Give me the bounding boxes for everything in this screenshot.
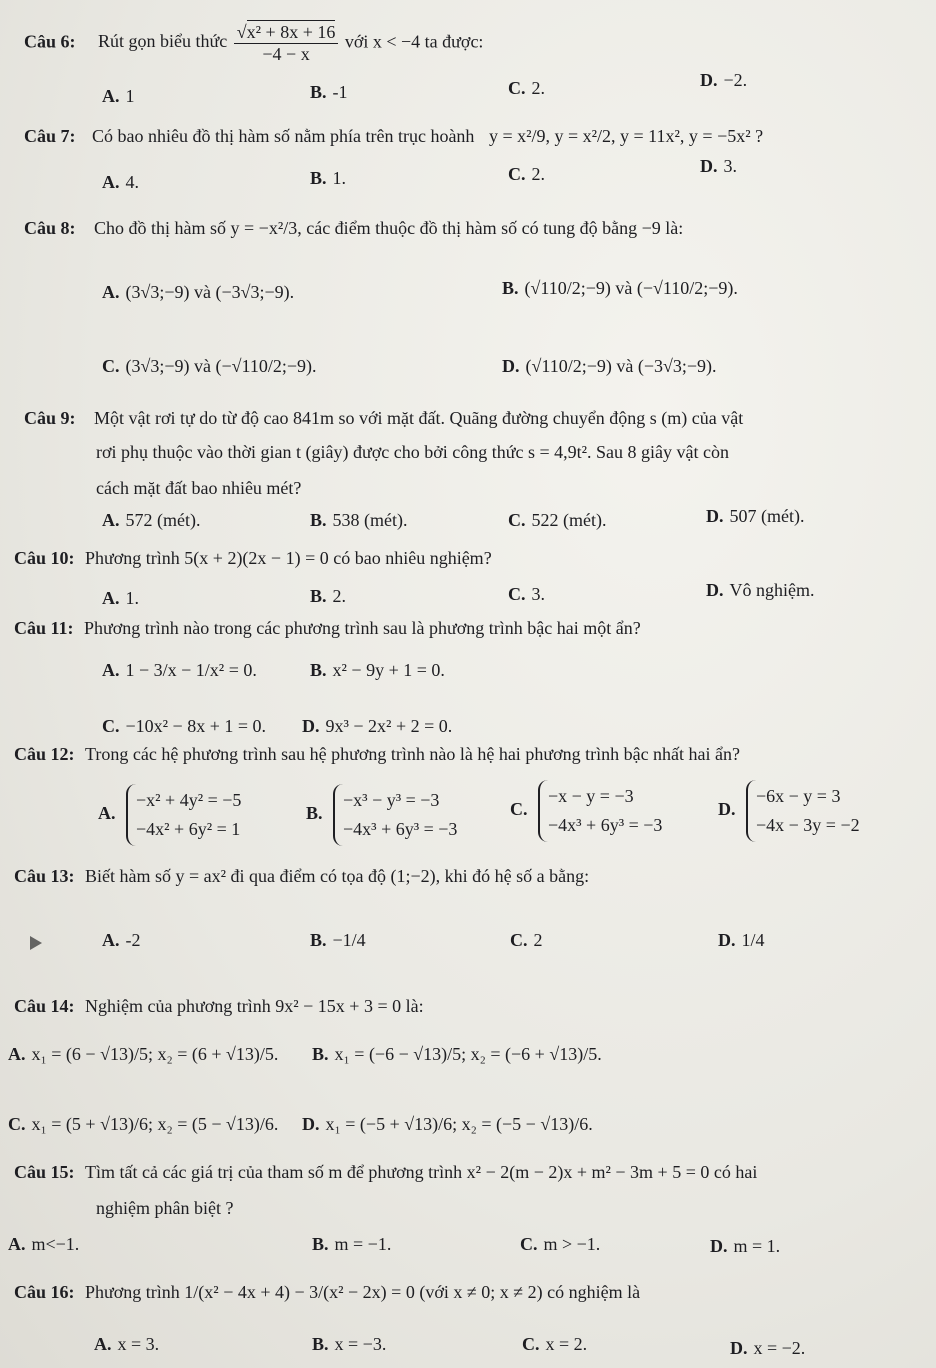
- q12-d-row1: −6x − y = 3: [756, 786, 841, 806]
- question-14: [14, 996, 424, 1017]
- q14-number: Câu 14:: [14, 996, 75, 1016]
- q10-number: Câu 10:: [14, 548, 75, 568]
- q12-b-row1: −x³ − y³ = −3: [343, 790, 440, 810]
- q8-number: Câu 8:: [24, 218, 76, 238]
- q14-option-c[interactable]: C. x₁ = (5 + √13)/6; x₂ = (5 − √13)/6.: [8, 1114, 279, 1134]
- q10-option-d[interactable]: D. Vô nghiệm.: [706, 580, 815, 600]
- question-13: [14, 866, 589, 887]
- q16-number: Câu 16:: [14, 1282, 75, 1302]
- question-12: [14, 744, 740, 765]
- q13-option-b[interactable]: B. −1/4: [310, 930, 366, 950]
- q12-a-row1: −x² + 4y² = −5: [136, 790, 242, 810]
- q15-option-d[interactable]: D. m = 1.: [710, 1236, 781, 1256]
- q14-text: Nghiệm của phương trình 9x² − 15x + 3 = 0 là:: [85, 996, 424, 1016]
- q15-number: Câu 15:: [14, 1162, 75, 1182]
- q9-line1: Một vật rơi tự do từ độ cao 841m so với mặt đất. Quãng đường chuyển động s (m) của vật: [94, 408, 744, 428]
- q12-c-row1: −x − y = −3: [548, 786, 634, 806]
- q10-option-a[interactable]: A. 1.: [102, 588, 139, 608]
- q16-option-a[interactable]: A. x = 3.: [94, 1334, 160, 1354]
- q8-option-b[interactable]: B. (√110/2;−9) và (−√110/2;−9).: [502, 278, 738, 298]
- q9-option-d[interactable]: D. 507 (mét).: [706, 506, 805, 526]
- q9-line2: rơi phụ thuộc vào thời gian t (giây) được cho bởi công thức s = 4,9t². Sau 8 giây vật còn: [96, 442, 730, 462]
- q12-b-row2: −4x³ + 6y³ = −3: [343, 818, 458, 839]
- question-7: [24, 126, 763, 147]
- q7-option-c[interactable]: C. 2.: [508, 164, 545, 184]
- q15-line1: Tìm tất cả các giá trị của tham số m để phương trình x² − 2(m − 2)x + m² − 3m + 5 = 0 có hai: [85, 1162, 758, 1182]
- q6-option-c[interactable]: C. 2.: [508, 78, 545, 98]
- q8-option-c[interactable]: C. (3√3;−9) và (−√110/2;−9).: [102, 356, 317, 376]
- q15-line2: nghiệm phân biệt ?: [96, 1198, 234, 1218]
- q9-option-c[interactable]: C. 522 (mét).: [508, 510, 607, 530]
- q14-option-a[interactable]: A. x₁ = (6 − √13)/5; x₂ = (6 + √13)/5.: [8, 1044, 279, 1064]
- q9-option-b[interactable]: B. 538 (mét).: [310, 510, 408, 530]
- question-10: [14, 548, 492, 569]
- q12-c-row2: −4x³ + 6y³ = −3: [548, 814, 663, 835]
- q14-option-d[interactable]: D. x₁ = (−5 + √13)/6; x₂ = (−5 − √13)/6.: [302, 1114, 593, 1134]
- q13-text: Biết hàm số y = ax² đi qua điểm có tọa độ (1;−2), khi đó hệ số a bằng:: [85, 866, 590, 886]
- q8-option-a[interactable]: A. (3√3;−9) và (−3√3;−9).: [102, 282, 295, 302]
- q13-option-c[interactable]: C. 2: [510, 930, 543, 950]
- q6-option-b[interactable]: B. -1: [310, 82, 348, 102]
- q9-option-a[interactable]: A. 572 (mét).: [102, 510, 201, 530]
- q14-option-b[interactable]: B. x₁ = (−6 − √13)/5; x₂ = (−6 + √13)/5.: [312, 1044, 602, 1064]
- q12-d-row2: −4x − 3y = −2: [756, 814, 860, 835]
- question-6: [24, 22, 483, 64]
- q13-option-a[interactable]: A. -2: [102, 930, 141, 950]
- q6-frac-den: −4 − x: [262, 43, 310, 64]
- q12-number: Câu 12:: [14, 744, 75, 764]
- q7-option-b[interactable]: B. 1.: [310, 168, 347, 188]
- q10-option-b[interactable]: B. 2.: [310, 586, 347, 606]
- q15-option-a[interactable]: A. m<−1.: [8, 1234, 80, 1254]
- q15-option-b[interactable]: B. m = −1.: [312, 1234, 392, 1254]
- q6-text: Rút gọn biểu thức: [98, 31, 228, 52]
- q13-option-d[interactable]: D. 1/4: [718, 930, 765, 950]
- q12-text: Trong các hệ phương trình sau hệ phương trình nào là hệ hai phương trình bậc nhất hai ẩn?: [85, 744, 741, 764]
- q6-fraction: $\frac{\text{√x² + 8x + 16}}{-4 - x}$: [234, 22, 339, 64]
- question-11: [14, 618, 641, 639]
- q7-option-a[interactable]: A. 4.: [102, 172, 139, 192]
- q11-option-a[interactable]: A. 1 − 3/x − 1/x² = 0.: [102, 660, 257, 680]
- q12-a-row2: −4x² + 6y² = 1: [136, 818, 241, 839]
- q7-option-d[interactable]: D. 3.: [700, 156, 737, 176]
- question-16: [14, 1282, 640, 1303]
- q12-option-b[interactable]: B. −x³ − y³ = −3 −4x³ + 6y³ = −3: [306, 784, 461, 846]
- q9-line3: cách mặt đất bao nhiêu mét?: [96, 478, 302, 498]
- q11-text: Phương trình nào trong các phương trình sau là phương trình bậc hai một ẩn?: [84, 618, 641, 638]
- q7-number: Câu 7:: [24, 126, 76, 146]
- q6-option-d[interactable]: D. −2.: [700, 70, 748, 90]
- q11-number: Câu 11:: [14, 618, 74, 638]
- q8-option-d[interactable]: D. (√110/2;−9) và (−3√3;−9).: [502, 356, 717, 376]
- q12-option-c[interactable]: C. −x − y = −3 −4x³ + 6y³ = −3: [510, 780, 666, 842]
- arrow-icon: [30, 936, 42, 950]
- q15-option-c[interactable]: C. m > −1.: [520, 1234, 601, 1254]
- q6-condition: với x < −4 ta được:: [344, 31, 484, 52]
- question-8: [24, 218, 683, 239]
- q7-functions: y = x²/9, y = x²/2, y = 11x², y = −5x² ?: [488, 126, 764, 146]
- q6-option-a[interactable]: A. 1: [102, 86, 135, 106]
- q10-text: Phương trình 5(x + 2)(2x − 1) = 0 có bao nhiêu nghiệm?: [85, 548, 492, 568]
- q11-option-b[interactable]: B. x² − 9y + 1 = 0.: [310, 660, 445, 680]
- q8-text: Cho đồ thị hàm số y = −x²/3, các điểm thuộc đồ thị hàm số có tung độ bằng −9 là:: [94, 218, 684, 238]
- q16-option-d[interactable]: D. x = −2.: [730, 1338, 806, 1358]
- q6-frac-num: x² + 8x + 16: [246, 22, 336, 42]
- q13-number: Câu 13:: [14, 866, 75, 886]
- q12-option-d[interactable]: D. −6x − y = 3 −4x − 3y = −2: [718, 780, 864, 842]
- q11-option-d[interactable]: D. 9x³ − 2x² + 2 = 0.: [302, 716, 453, 736]
- q12-option-a[interactable]: A. −x² + 4y² = −5 −4x² + 6y² = 1: [98, 784, 245, 846]
- question-9: [24, 408, 743, 429]
- q6-number: Câu 6:: [24, 31, 76, 52]
- q10-option-c[interactable]: C. 3.: [508, 584, 545, 604]
- q16-option-b[interactable]: B. x = −3.: [312, 1334, 387, 1354]
- q11-option-c[interactable]: C. −10x² − 8x + 1 = 0.: [102, 716, 267, 736]
- q16-option-c[interactable]: C. x = 2.: [522, 1334, 588, 1354]
- question-15: [14, 1162, 757, 1183]
- q9-number: Câu 9:: [24, 408, 76, 428]
- q7-text: Có bao nhiêu đồ thị hàm số nằm phía trên trục hoành: [92, 126, 475, 146]
- q16-text: Phương trình 1/(x² − 4x + 4) − 3/(x² − 2x) = 0 (với x ≠ 0; x ≠ 2) có nghiệm là: [85, 1282, 641, 1302]
